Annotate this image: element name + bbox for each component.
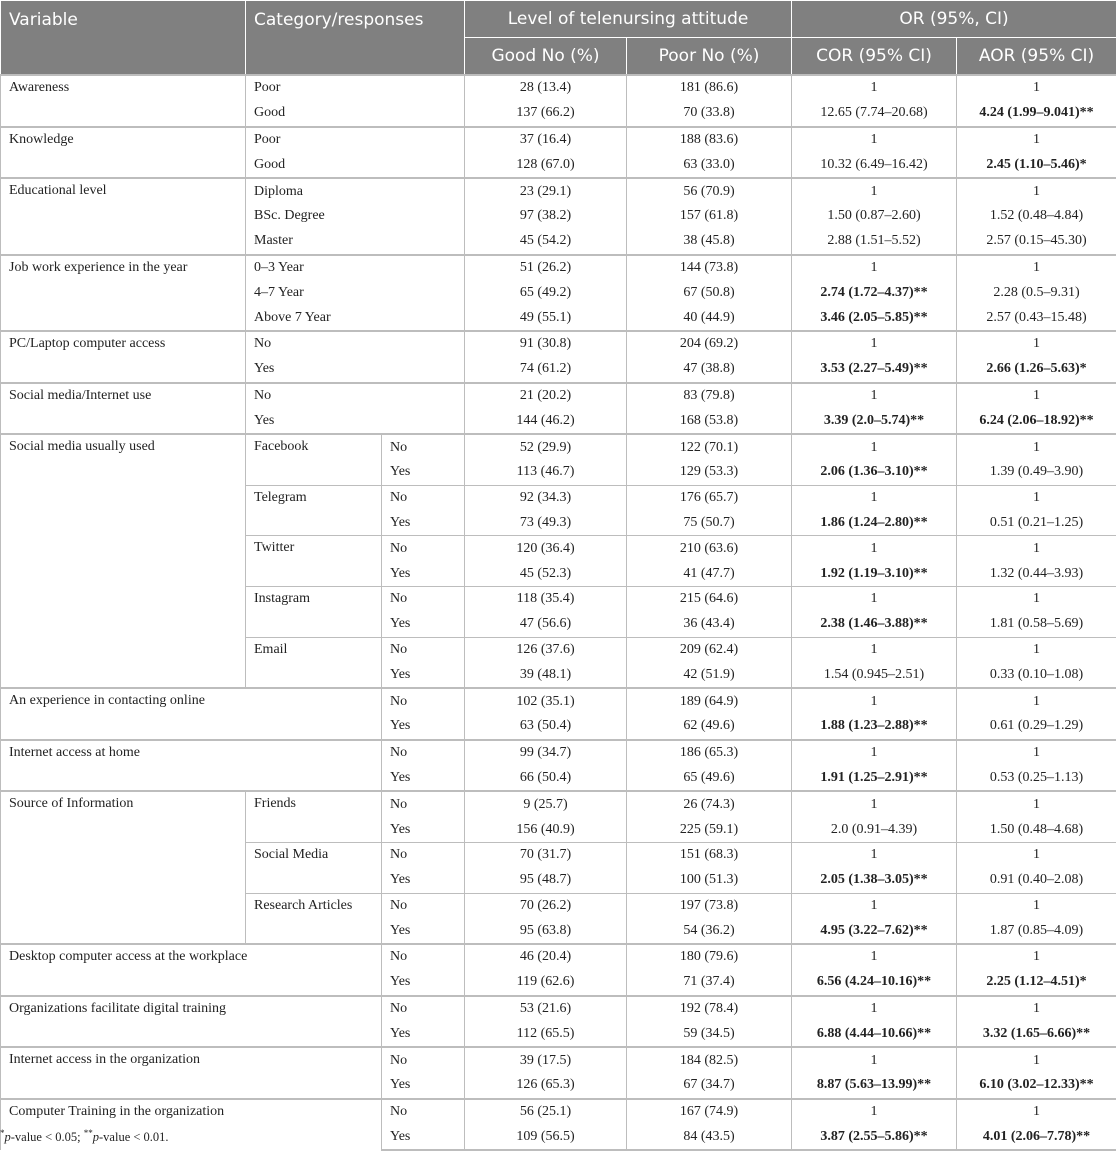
variable-cell: Knowledge	[1, 127, 246, 179]
header-good: Good No (%)	[465, 38, 627, 76]
poor-cell: 168 (53.8)	[627, 408, 792, 434]
aor-cell: 1	[957, 255, 1116, 281]
variable-cell: Computer Training in the organization	[1, 1099, 382, 1151]
table-row	[1, 331, 1116, 357]
response-cell: No	[382, 944, 465, 970]
response-cell: Yes	[382, 766, 465, 792]
cor-cell: 8.87 (5.63–13.99)**	[792, 1073, 957, 1099]
response-cell: No	[382, 637, 465, 662]
table-row	[1, 178, 1116, 204]
poor-cell: 47 (38.8)	[627, 357, 792, 383]
subcategory-cell: Instagram	[246, 586, 382, 637]
good-cell: 39 (48.1)	[465, 662, 627, 688]
response-cell: No	[382, 996, 465, 1022]
good-cell: 112 (65.5)	[465, 1021, 627, 1047]
subcategory-cell: Email	[246, 637, 382, 688]
response-cell: No	[382, 740, 465, 766]
response-cell: No	[382, 536, 465, 561]
table-row	[1, 688, 1116, 714]
cor-cell: 3.87 (2.55–5.86)**	[792, 1125, 957, 1151]
poor-cell: 181 (86.6)	[627, 75, 792, 101]
table-row	[1, 1099, 1116, 1125]
cor-cell: 1	[792, 944, 957, 970]
response-cell: No	[382, 1047, 465, 1073]
good-cell: 23 (29.1)	[465, 178, 627, 204]
poor-cell: 70 (33.8)	[627, 101, 792, 127]
good-cell: 56 (25.1)	[465, 1099, 627, 1125]
response-cell: No	[382, 893, 465, 918]
table-row	[1, 791, 1116, 817]
aor-cell: 1	[957, 1099, 1116, 1125]
cor-cell: 1.92 (1.19–3.10)**	[792, 561, 957, 586]
poor-cell: 157 (61.8)	[627, 204, 792, 229]
aor-cell: 1	[957, 127, 1116, 153]
table-row	[1, 127, 1116, 153]
good-cell: 45 (54.2)	[465, 229, 627, 255]
poor-cell: 192 (78.4)	[627, 996, 792, 1022]
cor-cell: 1	[792, 791, 957, 817]
poor-cell: 71 (37.4)	[627, 970, 792, 996]
poor-cell: 63 (33.0)	[627, 152, 792, 178]
category-cell: Yes	[246, 408, 465, 434]
aor-cell: 1.39 (0.49–3.90)	[957, 460, 1116, 485]
table-row	[1, 75, 1116, 101]
category-cell: No	[246, 331, 465, 357]
poor-cell: 204 (69.2)	[627, 331, 792, 357]
aor-cell: 0.91 (0.40–2.08)	[957, 868, 1116, 893]
aor-cell: 1	[957, 383, 1116, 409]
aor-cell: 0.33 (0.10–1.08)	[957, 662, 1116, 688]
poor-cell: 40 (44.9)	[627, 305, 792, 331]
response-cell: No	[382, 1099, 465, 1125]
poor-cell: 197 (73.8)	[627, 893, 792, 918]
response-cell: No	[382, 485, 465, 510]
poor-cell: 189 (64.9)	[627, 688, 792, 714]
poor-cell: 62 (49.6)	[627, 714, 792, 740]
subcategory-cell: Social Media	[246, 842, 382, 893]
cor-cell: 1	[792, 485, 957, 510]
cor-cell: 1.91 (1.25–2.91)**	[792, 766, 957, 792]
table-row	[1, 383, 1116, 409]
aor-cell: 4.01 (2.06–7.78)**	[957, 1125, 1116, 1151]
poor-cell: 26 (74.3)	[627, 791, 792, 817]
cor-cell: 1	[792, 586, 957, 611]
poor-cell: 38 (45.8)	[627, 229, 792, 255]
poor-cell: 122 (70.1)	[627, 434, 792, 460]
aor-cell: 1.32 (0.44–3.93)	[957, 561, 1116, 586]
poor-cell: 83 (79.8)	[627, 383, 792, 409]
good-cell: 109 (56.5)	[465, 1125, 627, 1151]
category-cell: Good	[246, 152, 465, 178]
header-or-group: OR (95%, CI)	[792, 1, 1116, 38]
variable-cell: Organizations facilitate digital training	[1, 996, 382, 1048]
cor-cell: 2.88 (1.51–5.52)	[792, 229, 957, 255]
variable-cell: Internet access in the organization	[1, 1047, 382, 1099]
cor-cell: 2.38 (1.46–3.88)**	[792, 612, 957, 637]
subcategory-cell: Twitter	[246, 536, 382, 587]
poor-cell: 176 (65.7)	[627, 485, 792, 510]
cor-cell: 1	[792, 331, 957, 357]
header-cor: COR (95% CI)	[792, 38, 957, 76]
good-cell: 47 (56.6)	[465, 612, 627, 637]
variable-cell: An experience in contacting online	[1, 688, 382, 740]
variable-cell: Internet access at home	[1, 740, 382, 792]
variable-cell: Job work experience in the year	[1, 255, 246, 331]
cor-cell: 1	[792, 1099, 957, 1125]
header-aor: AOR (95% CI)	[957, 38, 1116, 76]
poor-cell: 180 (79.6)	[627, 944, 792, 970]
response-cell: Yes	[382, 460, 465, 485]
category-cell: Good	[246, 101, 465, 127]
subcategory-cell: Research Articles	[246, 893, 382, 944]
category-cell: Yes	[246, 357, 465, 383]
response-cell: Yes	[382, 868, 465, 893]
aor-cell: 0.61 (0.29–1.29)	[957, 714, 1116, 740]
variable-cell: Social media/Internet use	[1, 383, 246, 435]
good-cell: 65 (49.2)	[465, 280, 627, 305]
poor-cell: 56 (70.9)	[627, 178, 792, 204]
cor-cell: 1	[792, 1047, 957, 1073]
cor-cell: 1	[792, 383, 957, 409]
poor-cell: 75 (50.7)	[627, 511, 792, 536]
good-cell: 156 (40.9)	[465, 817, 627, 842]
footnote-text-2: -value < 0.01.	[99, 1130, 169, 1144]
poor-cell: 84 (43.5)	[627, 1125, 792, 1151]
poor-cell: 209 (62.4)	[627, 637, 792, 662]
poor-cell: 188 (83.6)	[627, 127, 792, 153]
response-cell: Yes	[382, 561, 465, 586]
cor-cell: 10.32 (6.49–16.42)	[792, 152, 957, 178]
category-cell: BSc. Degree	[246, 204, 465, 229]
poor-cell: 186 (65.3)	[627, 740, 792, 766]
good-cell: 9 (25.7)	[465, 791, 627, 817]
aor-cell: 2.66 (1.26–5.63)*	[957, 357, 1116, 383]
cor-cell: 1	[792, 996, 957, 1022]
good-cell: 95 (63.8)	[465, 918, 627, 944]
subcategory-cell: Friends	[246, 791, 382, 842]
poor-cell: 54 (36.2)	[627, 918, 792, 944]
variable-cell: Social media usually used	[1, 434, 246, 688]
poor-cell: 210 (63.6)	[627, 536, 792, 561]
variable-cell: Awareness	[1, 75, 246, 127]
good-cell: 92 (34.3)	[465, 485, 627, 510]
poor-cell: 151 (68.3)	[627, 842, 792, 867]
aor-cell: 2.28 (0.5–9.31)	[957, 280, 1116, 305]
aor-cell: 1	[957, 637, 1116, 662]
response-cell: No	[382, 842, 465, 867]
cor-cell: 3.53 (2.27–5.49)**	[792, 357, 957, 383]
footnote	[0, 1128, 169, 1145]
aor-cell: 2.57 (0.15–45.30)	[957, 229, 1116, 255]
poor-cell: 184 (82.5)	[627, 1047, 792, 1073]
poor-cell: 100 (51.3)	[627, 868, 792, 893]
cor-cell: 1	[792, 75, 957, 101]
aor-cell: 1	[957, 536, 1116, 561]
good-cell: 119 (62.6)	[465, 970, 627, 996]
cor-cell: 1	[792, 637, 957, 662]
response-cell: Yes	[382, 970, 465, 996]
good-cell: 137 (66.2)	[465, 101, 627, 127]
table-row	[1, 434, 1116, 460]
cor-cell: 3.46 (2.05–5.85)**	[792, 305, 957, 331]
poor-cell: 129 (53.3)	[627, 460, 792, 485]
aor-cell: 1.50 (0.48–4.68)	[957, 817, 1116, 842]
cor-cell: 3.39 (2.0–5.74)**	[792, 408, 957, 434]
response-cell: No	[382, 791, 465, 817]
aor-cell: 0.53 (0.25–1.13)	[957, 766, 1116, 792]
variable-cell: Educational level	[1, 178, 246, 254]
response-cell: No	[382, 434, 465, 460]
poor-cell: 65 (49.6)	[627, 766, 792, 792]
cor-cell: 1	[792, 842, 957, 867]
subcategory-cell: Facebook	[246, 434, 382, 485]
aor-cell: 1	[957, 178, 1116, 204]
aor-cell: 1	[957, 842, 1116, 867]
aor-cell: 0.51 (0.21–1.25)	[957, 511, 1116, 536]
good-cell: 126 (37.6)	[465, 637, 627, 662]
response-cell: Yes	[382, 1021, 465, 1047]
variable-cell: PC/Laptop computer access	[1, 331, 246, 383]
response-cell: Yes	[382, 714, 465, 740]
aor-cell: 2.57 (0.43–15.48)	[957, 305, 1116, 331]
cor-cell: 6.88 (4.44–10.66)**	[792, 1021, 957, 1047]
response-cell: Yes	[382, 612, 465, 637]
cor-cell: 4.95 (3.22–7.62)**	[792, 918, 957, 944]
good-cell: 118 (35.4)	[465, 586, 627, 611]
aor-cell: 1	[957, 75, 1116, 101]
response-cell: No	[382, 688, 465, 714]
cor-cell: 1	[792, 536, 957, 561]
cor-cell: 1.86 (1.24–2.80)**	[792, 511, 957, 536]
response-cell: Yes	[382, 1125, 465, 1151]
good-cell: 91 (30.8)	[465, 331, 627, 357]
header-variable: Variable	[1, 1, 246, 76]
good-cell: 28 (13.4)	[465, 75, 627, 101]
good-cell: 128 (67.0)	[465, 152, 627, 178]
aor-cell: 6.10 (3.02–12.33)**	[957, 1073, 1116, 1099]
category-cell: Poor	[246, 127, 465, 153]
good-cell: 74 (61.2)	[465, 357, 627, 383]
cor-cell: 1	[792, 740, 957, 766]
cor-cell: 2.06 (1.36–3.10)**	[792, 460, 957, 485]
aor-cell: 2.45 (1.10–5.46)*	[957, 152, 1116, 178]
aor-cell: 1	[957, 996, 1116, 1022]
cor-cell: 2.0 (0.91–4.39)	[792, 817, 957, 842]
good-cell: 21 (20.2)	[465, 383, 627, 409]
subcategory-cell: Telegram	[246, 485, 382, 536]
response-cell: Yes	[382, 817, 465, 842]
cor-cell: 1	[792, 893, 957, 918]
response-cell: Yes	[382, 918, 465, 944]
good-cell: 97 (38.2)	[465, 204, 627, 229]
poor-cell: 167 (74.9)	[627, 1099, 792, 1125]
good-cell: 95 (48.7)	[465, 868, 627, 893]
aor-cell: 3.32 (1.65–6.66)**	[957, 1021, 1116, 1047]
table-row	[1, 255, 1116, 281]
table-row	[1, 944, 1116, 970]
good-cell: 70 (31.7)	[465, 842, 627, 867]
poor-cell: 67 (34.7)	[627, 1073, 792, 1099]
good-cell: 126 (65.3)	[465, 1073, 627, 1099]
aor-cell: 1	[957, 586, 1116, 611]
aor-cell: 1	[957, 740, 1116, 766]
poor-cell: 144 (73.8)	[627, 255, 792, 281]
category-cell: Poor	[246, 75, 465, 101]
response-cell: Yes	[382, 511, 465, 536]
good-cell: 70 (26.2)	[465, 893, 627, 918]
aor-cell: 1.81 (0.58–5.69)	[957, 612, 1116, 637]
aor-cell: 1	[957, 485, 1116, 510]
poor-cell: 59 (34.5)	[627, 1021, 792, 1047]
variable-cell: Desktop computer access at the workplace	[1, 944, 382, 996]
footnote-mark-1: *	[0, 1128, 5, 1138]
good-cell: 53 (21.6)	[465, 996, 627, 1022]
cor-cell: 2.74 (1.72–4.37)**	[792, 280, 957, 305]
category-cell: 4–7 Year	[246, 280, 465, 305]
aor-cell: 1	[957, 944, 1116, 970]
cor-cell: 1.50 (0.87–2.60)	[792, 204, 957, 229]
category-cell: 0–3 Year	[246, 255, 465, 281]
good-cell: 66 (50.4)	[465, 766, 627, 792]
good-cell: 39 (17.5)	[465, 1047, 627, 1073]
good-cell: 120 (36.4)	[465, 536, 627, 561]
poor-cell: 36 (43.4)	[627, 612, 792, 637]
good-cell: 37 (16.4)	[465, 127, 627, 153]
aor-cell: 1.87 (0.85–4.09)	[957, 918, 1116, 944]
good-cell: 144 (46.2)	[465, 408, 627, 434]
response-cell: Yes	[382, 662, 465, 688]
category-cell: Diploma	[246, 178, 465, 204]
header-category: Category/responses	[246, 1, 465, 76]
good-cell: 99 (34.7)	[465, 740, 627, 766]
good-cell: 113 (46.7)	[465, 460, 627, 485]
category-cell: Master	[246, 229, 465, 255]
poor-cell: 41 (47.7)	[627, 561, 792, 586]
good-cell: 102 (35.1)	[465, 688, 627, 714]
footnote-text-1: -value < 0.05;	[11, 1130, 84, 1144]
cor-cell: 1	[792, 688, 957, 714]
aor-cell: 4.24 (1.99–9.041)**	[957, 101, 1116, 127]
good-cell: 49 (55.1)	[465, 305, 627, 331]
aor-cell: 6.24 (2.06–18.92)**	[957, 408, 1116, 434]
cor-cell: 12.65 (7.74–20.68)	[792, 101, 957, 127]
good-cell: 51 (26.2)	[465, 255, 627, 281]
category-cell: Above 7 Year	[246, 305, 465, 331]
good-cell: 63 (50.4)	[465, 714, 627, 740]
cor-cell: 1	[792, 178, 957, 204]
aor-cell: 1	[957, 331, 1116, 357]
aor-cell: 1	[957, 893, 1116, 918]
cor-cell: 1	[792, 434, 957, 460]
poor-cell: 67 (50.8)	[627, 280, 792, 305]
aor-cell: 1.52 (0.48–4.84)	[957, 204, 1116, 229]
cor-cell: 1.54 (0.945–2.51)	[792, 662, 957, 688]
category-cell: No	[246, 383, 465, 409]
poor-cell: 225 (59.1)	[627, 817, 792, 842]
cor-cell: 1.88 (1.23–2.88)**	[792, 714, 957, 740]
aor-cell: 1	[957, 434, 1116, 460]
cor-cell: 1	[792, 255, 957, 281]
good-cell: 45 (52.3)	[465, 561, 627, 586]
footnote-p-label-1: p	[5, 1130, 11, 1144]
table-row	[1, 740, 1116, 766]
header-poor: Poor No (%)	[627, 38, 792, 76]
aor-cell: 1	[957, 791, 1116, 817]
aor-cell: 2.25 (1.12–4.51)*	[957, 970, 1116, 996]
variable-cell: Source of Information	[1, 791, 246, 944]
cor-cell: 6.56 (4.24–10.16)**	[792, 970, 957, 996]
poor-cell: 42 (51.9)	[627, 662, 792, 688]
aor-cell: 1	[957, 1047, 1116, 1073]
table-row	[1, 1047, 1116, 1073]
aor-cell: 1	[957, 688, 1116, 714]
cor-cell: 2.05 (1.38–3.05)**	[792, 868, 957, 893]
good-cell: 73 (49.3)	[465, 511, 627, 536]
response-cell: Yes	[382, 1073, 465, 1099]
good-cell: 46 (20.4)	[465, 944, 627, 970]
cor-cell: 1	[792, 127, 957, 153]
poor-cell: 215 (64.6)	[627, 586, 792, 611]
good-cell: 52 (29.9)	[465, 434, 627, 460]
response-cell: No	[382, 586, 465, 611]
footnote-mark-2: **	[84, 1128, 93, 1138]
footnote-p-label-2: p	[93, 1130, 99, 1144]
table-row	[1, 996, 1116, 1022]
header-level-group: Level of telenursing attitude	[465, 1, 792, 38]
